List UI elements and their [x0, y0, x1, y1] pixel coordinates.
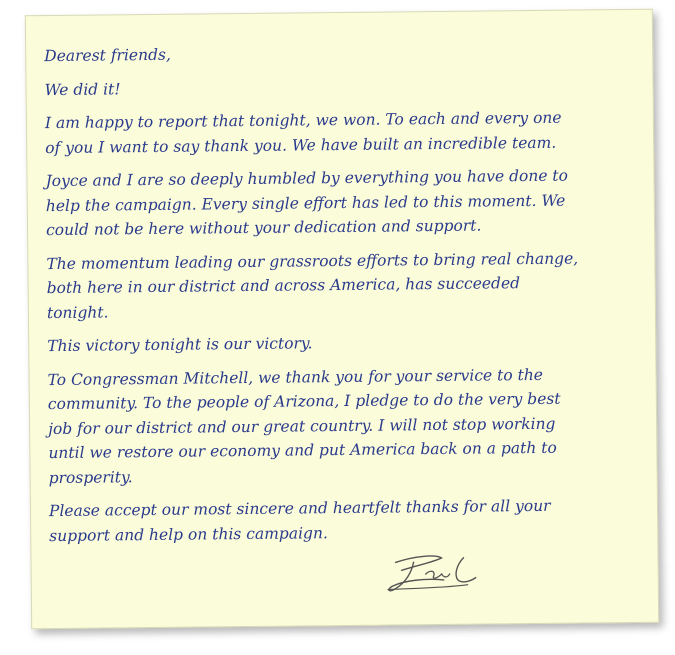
letter-line: job for our district and our great country. I will not stop working: [48, 414, 556, 438]
greeting: Dearest friends,: [44, 45, 171, 66]
letter-line: I am happy to report that tonight, we won. To each and every one: [44, 108, 562, 133]
paragraph-7: [49, 493, 639, 548]
letter-line: support and help on this campaign.: [49, 523, 328, 545]
letter-line: help the campaign. Every single effort has led to this moment. We: [45, 191, 566, 215]
paragraph-6: [47, 361, 638, 490]
letter-line: could not be here without your dedication and support.: [45, 216, 482, 240]
letter-line: tonight.: [46, 302, 109, 322]
letter-line: both here in our district and across America, has succeeded: [46, 274, 521, 298]
letter-line: The momentum leading our grassroots efforts to bring real change,: [46, 249, 579, 273]
letter-line: prosperity.: [48, 467, 133, 487]
paragraph-2: [45, 105, 635, 160]
letter-body: [44, 38, 639, 548]
handwritten-signature-icon: [383, 547, 494, 598]
letter-line: To Congressman Mitchell, we thank you for your service to the: [47, 365, 544, 389]
letter-line: We did it!: [44, 79, 121, 99]
paragraph-1: [44, 71, 634, 102]
letter-line: Joyce and I are so deeply humbled by everything you have done to: [45, 166, 569, 191]
paragraph-3: [45, 163, 636, 243]
paragraph-4: [46, 245, 637, 325]
letter-line: community. To the people of Arizona, I pledge to do the very best: [47, 389, 561, 414]
letter-line: This victory tonight is our victory.: [47, 334, 313, 356]
paragraph-5: [47, 328, 637, 359]
letter-line: Please accept our most sincere and heartfelt thanks for all your: [48, 496, 551, 521]
note-paper: [25, 9, 659, 630]
letter-line: until we restore our economy and put America back on a path to: [48, 438, 557, 463]
letter-line: of you I want to say thank you. We have built an incredible team.: [45, 133, 557, 157]
